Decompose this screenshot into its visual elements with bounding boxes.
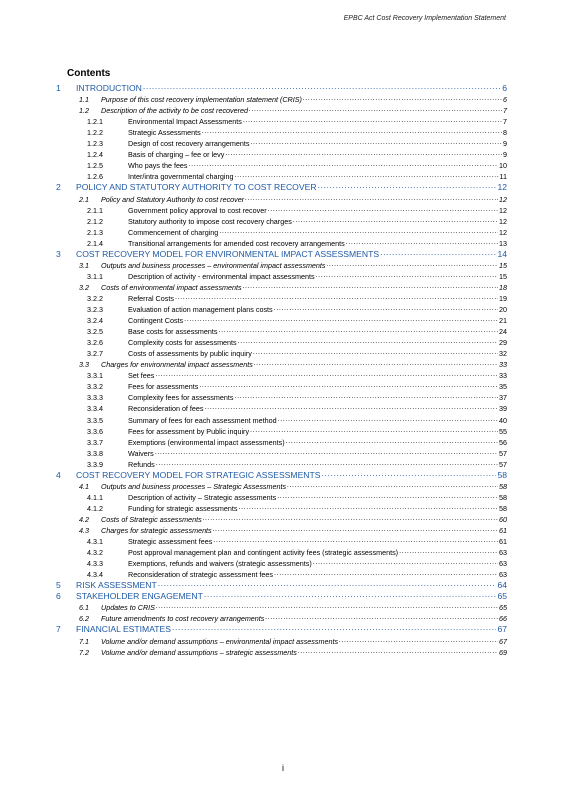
toc-entry-title[interactable]: POLICY AND STATUTORY AUTHORITY TO COST RECOVER (76, 182, 317, 193)
toc-entry-number: 3.3.5 (87, 415, 103, 425)
toc-dot-leader (219, 225, 498, 235)
toc-entry[interactable] (0, 324, 566, 335)
toc-dot-leader (316, 269, 498, 279)
toc-entry-title[interactable]: Charges for strategic assessments (101, 526, 212, 535)
toc-dot-leader (205, 401, 498, 411)
toc-entry-number: 3.2.3 (87, 305, 103, 314)
toc-entry[interactable] (0, 390, 566, 401)
toc-entry[interactable] (0, 435, 566, 446)
running-header: EPBC Act Cost Recovery Implementation Statement (343, 15, 506, 22)
toc-entry[interactable] (0, 280, 566, 291)
toc-dot-leader (213, 523, 498, 533)
toc-entry-number: 6.2 (79, 614, 89, 624)
toc-entry-page[interactable]: 6 (503, 95, 507, 105)
toc-entry-number: 3 (56, 248, 61, 259)
toc-dot-leader (327, 258, 498, 268)
toc-dot-leader (278, 413, 498, 423)
toc-entry-page[interactable]: 32 (499, 349, 507, 359)
toc-dot-leader (322, 468, 497, 478)
toc-entry-number: 4 (56, 469, 61, 480)
toc-entry[interactable] (0, 600, 566, 611)
toc-dot-leader (274, 302, 498, 312)
toc-entry-page[interactable]: 63 (499, 559, 507, 569)
toc-entry-number: 2.1 (79, 194, 89, 204)
toc-entry-title[interactable]: Commencement of charging (128, 227, 219, 237)
toc-entry-number: 3.2.2 (87, 293, 103, 303)
toc-dot-leader (313, 556, 498, 566)
toc-entry[interactable] (0, 368, 566, 379)
toc-entry-number: 4.2 (79, 514, 89, 524)
toc-entry-page[interactable]: 35 (499, 382, 507, 392)
toc-entry-number: 3.1.1 (87, 271, 103, 281)
toc-entry[interactable] (0, 313, 566, 324)
toc-dot-leader (250, 424, 498, 434)
toc-entry[interactable] (0, 413, 566, 424)
toc-dot-leader (172, 622, 496, 632)
toc-entry-page[interactable]: 24 (499, 327, 507, 337)
toc-dot-leader (175, 291, 498, 301)
toc-dot-leader (234, 169, 498, 179)
toc-entry-number: 4.3.3 (87, 559, 103, 569)
toc-entry[interactable] (0, 103, 566, 114)
toc-entry-title[interactable]: Strategic assessment fees (128, 537, 213, 547)
toc-dot-leader (253, 346, 498, 356)
toc-entry[interactable] (0, 169, 566, 180)
toc-entry-page[interactable]: 66 (499, 614, 507, 624)
toc-entry-page[interactable]: 8 (503, 128, 507, 138)
toc-entry-number: 2.1.3 (87, 227, 103, 237)
toc-entry-page[interactable]: 9 (503, 150, 507, 160)
toc-dot-leader (265, 611, 498, 621)
toc-entry[interactable] (0, 258, 566, 269)
toc-entry-title[interactable]: Costs of assessments by public inquiry (128, 349, 252, 359)
toc-entry-number: 3.2.5 (87, 327, 103, 337)
toc-dot-leader (204, 589, 497, 599)
toc-dot-leader (380, 247, 496, 257)
toc-dot-leader (155, 368, 498, 378)
toc-entry[interactable] (0, 225, 566, 236)
toc-dot-leader (318, 180, 497, 190)
toc-dot-leader (225, 147, 502, 157)
toc-entry-title[interactable]: Description of the activity to be cost recovered (101, 106, 249, 116)
toc-entry-title[interactable]: Refunds (128, 459, 155, 469)
toc-entry-page[interactable]: 6 (502, 83, 507, 93)
toc-entry-number: 3.2.6 (87, 338, 103, 348)
toc-entry-page[interactable]: 19 (499, 293, 507, 303)
toc-entry-title[interactable]: Summary of fees for each assessment method (128, 415, 277, 425)
toc-entry-page[interactable]: 10 (499, 161, 507, 171)
toc-entry-number: 4.1 (79, 481, 89, 491)
toc-entry-number: 3.3.6 (87, 426, 103, 436)
toc-entry-page[interactable]: 63 (499, 548, 507, 558)
toc-dot-leader (199, 379, 498, 389)
toc-entry-page[interactable]: 33 (499, 360, 507, 370)
toc-entry[interactable] (0, 401, 566, 412)
toc-entry-number: 4.3.2 (87, 548, 103, 558)
toc-entry-title[interactable]: Costs of environmental impact assessments (101, 282, 242, 292)
toc-entry-page[interactable]: 33 (499, 371, 507, 381)
toc-dot-leader (346, 236, 498, 246)
toc-entry-number: 3.3.7 (87, 437, 103, 447)
toc-entry-page[interactable]: 55 (499, 426, 507, 436)
toc-entry-number: 1.2.1 (87, 117, 103, 127)
toc-entry-number: 3.2.4 (87, 316, 103, 326)
toc-entry[interactable] (0, 192, 566, 203)
toc-entry[interactable] (0, 346, 566, 357)
toc-entry-title[interactable]: Design of cost recovery arrangements (128, 139, 250, 149)
toc-dot-leader (287, 479, 498, 489)
toc-entry-number: 7.2 (79, 647, 89, 657)
toc-entry-page[interactable]: 58 (499, 481, 507, 491)
toc-dot-leader (203, 512, 498, 522)
toc-entry-title[interactable]: Reconsideration of strategic assessment fees (128, 570, 274, 580)
toc-dot-leader (155, 446, 498, 456)
toc-entry[interactable] (0, 556, 566, 567)
toc-entry-page[interactable]: 58 (499, 492, 507, 502)
toc-entry-number: 1.2.4 (87, 150, 103, 160)
toc-entry-title[interactable]: Funding for strategic assessments (128, 503, 238, 513)
toc-entry-title[interactable]: Fees for assessments (128, 382, 199, 392)
toc-dot-leader (156, 600, 498, 610)
toc-entry-number: 2.1.4 (87, 238, 103, 248)
toc-entry-number: 4.3 (79, 526, 89, 535)
toc-dot-leader (218, 324, 498, 334)
toc-entry[interactable] (0, 578, 566, 589)
toc-entry-page[interactable]: 39 (499, 404, 507, 414)
toc-entry-number: 3.3.4 (87, 404, 103, 414)
toc-entry[interactable] (0, 457, 566, 468)
toc-entry[interactable] (0, 512, 566, 523)
toc-entry-title[interactable]: Purpose of this cost recovery implementation statement (CRIS) (101, 95, 302, 105)
toc-entry-number: 1.2.6 (87, 172, 103, 182)
toc-entry-page[interactable]: 15 (499, 271, 507, 281)
toc-entry-title[interactable]: COST RECOVERY MODEL FOR STRATEGIC ASSESSMENTS (76, 469, 321, 480)
toc-entry-number: 1.2.3 (87, 139, 103, 149)
toc-entry-title[interactable]: Complexity costs for assessments (128, 338, 237, 348)
toc-entry-title[interactable]: Statutory authority to impose cost recovery charges (128, 216, 292, 226)
toc-entry-number: 3.3.2 (87, 382, 103, 392)
toc-entry[interactable] (0, 247, 566, 258)
toc-entry-title[interactable]: Reconsideration of fees (128, 404, 204, 414)
toc-entry[interactable] (0, 634, 566, 645)
toc-entry-title[interactable]: Referral Costs (128, 293, 174, 303)
toc-entry-title[interactable]: Strategic Assessments (128, 128, 201, 138)
toc-entry-title[interactable]: Costs of Strategic assessments (101, 514, 202, 524)
toc-entry[interactable] (0, 335, 566, 346)
toc-entry[interactable] (0, 92, 566, 103)
toc-entry[interactable] (0, 446, 566, 457)
toc-entry-title[interactable]: Updates to CRIS (101, 603, 155, 613)
toc-entry-page[interactable]: 7 (503, 106, 507, 116)
toc-entry-number: 6 (56, 591, 61, 602)
toc-entry-title[interactable]: Waivers (128, 448, 154, 458)
toc-entry-page[interactable]: 18 (499, 282, 507, 292)
toc-entry-number: 5 (56, 580, 61, 591)
toc-entry-page[interactable]: 58 (499, 503, 507, 513)
toc-entry-page[interactable]: 12 (499, 194, 507, 204)
toc-entry-page[interactable]: 58 (497, 469, 507, 480)
toc-entry-title[interactable]: INTRODUCTION (76, 83, 142, 93)
toc-entry[interactable] (0, 291, 566, 302)
toc-entry[interactable] (0, 424, 566, 435)
toc-dot-leader (238, 501, 498, 511)
toc-entry[interactable] (0, 180, 566, 191)
toc-dot-leader (156, 457, 498, 467)
toc-entry[interactable] (0, 125, 566, 136)
toc-entry-number: 3.1 (79, 260, 89, 270)
toc-entry-number: 4.3.4 (87, 570, 103, 580)
toc-entry-page[interactable]: 21 (499, 316, 507, 326)
toc-entry[interactable] (0, 114, 566, 125)
toc-entry-page[interactable]: 20 (499, 305, 507, 314)
toc-entry-title[interactable]: Environmental Impact Assessments (128, 117, 242, 127)
toc-entry-title[interactable]: Post approval management plan and contingent activity fees (strategic assessments) (128, 548, 399, 558)
toc-entry[interactable] (0, 479, 566, 490)
toc-entry-number: 7.1 (79, 636, 89, 646)
toc-entry-title[interactable]: Description of activity - environmental impact assessments (128, 271, 315, 281)
toc-entry-title[interactable]: Outputs and business processes – environmental impact assessments (101, 260, 326, 270)
toc-dot-leader (250, 136, 502, 146)
toc-dot-leader (249, 103, 502, 113)
toc-entry[interactable] (0, 379, 566, 390)
toc-dot-leader (158, 578, 497, 588)
toc-dot-leader (254, 357, 498, 367)
toc-entry-page[interactable]: 7 (503, 117, 507, 127)
toc-entry-number: 2.1.2 (87, 216, 103, 226)
toc-entry-number: 3.3.8 (87, 448, 103, 458)
toc-entry-number: 6.1 (79, 603, 89, 613)
toc-entry-title[interactable]: Base costs for assessments (128, 327, 218, 337)
page-number: i (282, 763, 284, 773)
toc-entry[interactable] (0, 236, 566, 247)
toc-entry-number: 7 (56, 624, 61, 635)
toc-entry-number: 3.2 (79, 282, 89, 292)
toc-dot-leader (274, 567, 498, 577)
toc-entry-title[interactable]: Future amendments to cost recovery arrangements (101, 614, 265, 624)
toc-entry-title[interactable]: Exemptions (environmental impact assessments) (128, 437, 285, 447)
toc-entry-page[interactable]: 12 (499, 205, 507, 215)
toc-entry-number: 4.1.2 (87, 503, 103, 513)
toc-entry-title[interactable]: Fees for assessment by Public inquiry (128, 426, 250, 436)
toc-dot-leader (202, 125, 502, 135)
toc-entry[interactable] (0, 645, 566, 656)
toc-dot-leader (399, 545, 498, 555)
toc-entry-page[interactable]: 57 (499, 448, 507, 458)
toc-entry[interactable] (0, 622, 566, 633)
toc-entry-title[interactable]: Exemptions, refunds and waivers (strategic assessments) (128, 559, 312, 569)
toc-entry-number: 1.2.5 (87, 161, 103, 171)
toc-entry-number: 3.3.9 (87, 459, 103, 469)
toc-entry-page[interactable]: 14 (497, 248, 507, 259)
toc-entry-page[interactable]: 57 (499, 459, 507, 469)
toc-entry-page[interactable]: 67 (499, 636, 507, 646)
toc-dot-leader (303, 92, 502, 102)
toc-entry-title[interactable]: Policy and Statutory Authority to cost recover (101, 194, 245, 204)
toc-entry-number: 1.2 (79, 106, 89, 116)
toc-entry-number: 2.1.1 (87, 205, 103, 215)
toc-entry[interactable] (0, 158, 566, 169)
toc-entry-page[interactable]: 60 (499, 514, 507, 524)
toc-entry[interactable] (0, 567, 566, 578)
toc-dot-leader (184, 313, 498, 323)
toc-dot-leader (234, 390, 498, 400)
toc-dot-leader (268, 203, 498, 213)
toc-entry[interactable] (0, 136, 566, 147)
toc-entry[interactable] (0, 81, 566, 92)
toc-entry-page[interactable]: 40 (499, 415, 507, 425)
toc-entry[interactable] (0, 589, 566, 600)
toc-entry-title[interactable]: Who pays the fees (128, 161, 188, 171)
toc-entry-number: 4.1.1 (87, 492, 103, 502)
toc-entry-page[interactable]: 65 (499, 603, 507, 613)
toc-dot-leader (277, 490, 498, 500)
toc-entry-page[interactable]: 12 (497, 182, 507, 193)
toc-entry-title[interactable]: Basis of charging – fee or levy (128, 150, 225, 160)
toc-entry-title[interactable]: FINANCIAL ESTIMATES (76, 624, 172, 635)
toc-entry[interactable] (0, 302, 566, 313)
toc-entry-page[interactable]: 15 (499, 260, 507, 270)
toc-entry-title[interactable]: Contingent Costs (128, 316, 184, 326)
toc-dot-leader (189, 158, 498, 168)
toc-entry-page[interactable]: 56 (499, 437, 507, 447)
toc-entry[interactable] (0, 501, 566, 512)
toc-entry-title[interactable]: STAKEHOLDER ENGAGEMENT (76, 591, 203, 602)
toc-dot-leader (213, 534, 498, 544)
toc-entry-page[interactable]: 61 (499, 526, 507, 535)
toc-entry-page[interactable]: 13 (499, 238, 507, 248)
toc-entry[interactable] (0, 147, 566, 158)
toc-dot-leader (339, 634, 498, 644)
toc-dot-leader (243, 280, 498, 290)
toc-entry-page[interactable]: 64 (497, 580, 507, 591)
toc-dot-leader (243, 114, 502, 124)
toc-entry-page[interactable]: 67 (497, 624, 507, 635)
toc-entry-number: 1 (56, 83, 61, 93)
toc-dot-leader (143, 81, 501, 91)
toc-entry-page[interactable]: 65 (497, 591, 507, 602)
toc-entry[interactable] (0, 214, 566, 225)
toc-entry-page[interactable]: 37 (499, 393, 507, 403)
toc-entry-title[interactable]: Volume and/or demand assumptions – strategic assessments (101, 647, 297, 657)
toc-dot-leader (245, 192, 498, 202)
toc-dot-leader (293, 214, 498, 224)
toc-entry-title[interactable]: Description of activity – Strategic assessments (128, 492, 277, 502)
toc-entry-page[interactable]: 61 (499, 537, 507, 547)
toc-entry-page[interactable]: 11 (499, 172, 507, 182)
toc-entry-page[interactable]: 12 (499, 227, 507, 237)
toc-entry[interactable] (0, 523, 566, 534)
toc-entry-title[interactable]: Transitional arrangements for amended cost recovery arrangements (128, 238, 345, 248)
toc-entry-number: 3.3.1 (87, 371, 103, 381)
toc-entry-page[interactable]: 29 (499, 338, 507, 348)
toc-entry[interactable] (0, 611, 566, 622)
toc-entry[interactable] (0, 490, 566, 501)
toc-entry-page[interactable]: 9 (503, 139, 507, 149)
toc-entry-title[interactable]: Set fees (128, 371, 155, 381)
toc-entry-page[interactable]: 69 (499, 647, 507, 657)
toc-entry-title[interactable]: Government policy approval to cost recover (128, 205, 267, 215)
toc-entry-page[interactable]: 12 (499, 216, 507, 226)
toc-dot-leader (298, 645, 498, 655)
toc-entry-title[interactable]: Inter/intra governmental charging (128, 172, 234, 182)
toc-entry[interactable] (0, 534, 566, 545)
toc-entry-title[interactable]: Volume and/or demand assumptions – environmental impact assessments (101, 636, 339, 646)
toc-entry[interactable] (0, 545, 566, 556)
toc-entry-title[interactable]: Charges for environmental impact assessments (101, 360, 253, 370)
toc-entry-page[interactable]: 63 (499, 570, 507, 580)
toc-entry-number: 3.3.3 (87, 393, 103, 403)
toc-entry-title[interactable]: Complexity fees for assessments (128, 393, 234, 403)
toc-dot-leader (238, 335, 498, 345)
toc-entry-number: 1.2.2 (87, 128, 103, 138)
toc-entry-title[interactable]: Outputs and business processes – Strategic Assessments (101, 481, 287, 491)
toc-entry-number: 4.3.1 (87, 537, 103, 547)
toc-entry-number: 3.2.7 (87, 349, 103, 359)
toc-entry-title[interactable]: COST RECOVERY MODEL FOR ENVIRONMENTAL IMPACT ASSESSMENTS (76, 248, 380, 259)
toc-entry[interactable] (0, 203, 566, 214)
toc-entry[interactable] (0, 468, 566, 479)
toc-entry-title[interactable]: RISK ASSESSMENT (76, 580, 157, 591)
toc-entry-number: 3.3 (79, 360, 89, 370)
toc-entry-number: 1.1 (79, 95, 89, 105)
toc-entry[interactable] (0, 269, 566, 280)
contents-heading: Contents (67, 68, 111, 79)
toc-dot-leader (286, 435, 498, 445)
toc-entry-title[interactable]: Evaluation of action management plans costs (128, 305, 273, 314)
toc-entry[interactable] (0, 357, 566, 368)
toc-entry-number: 2 (56, 182, 61, 193)
